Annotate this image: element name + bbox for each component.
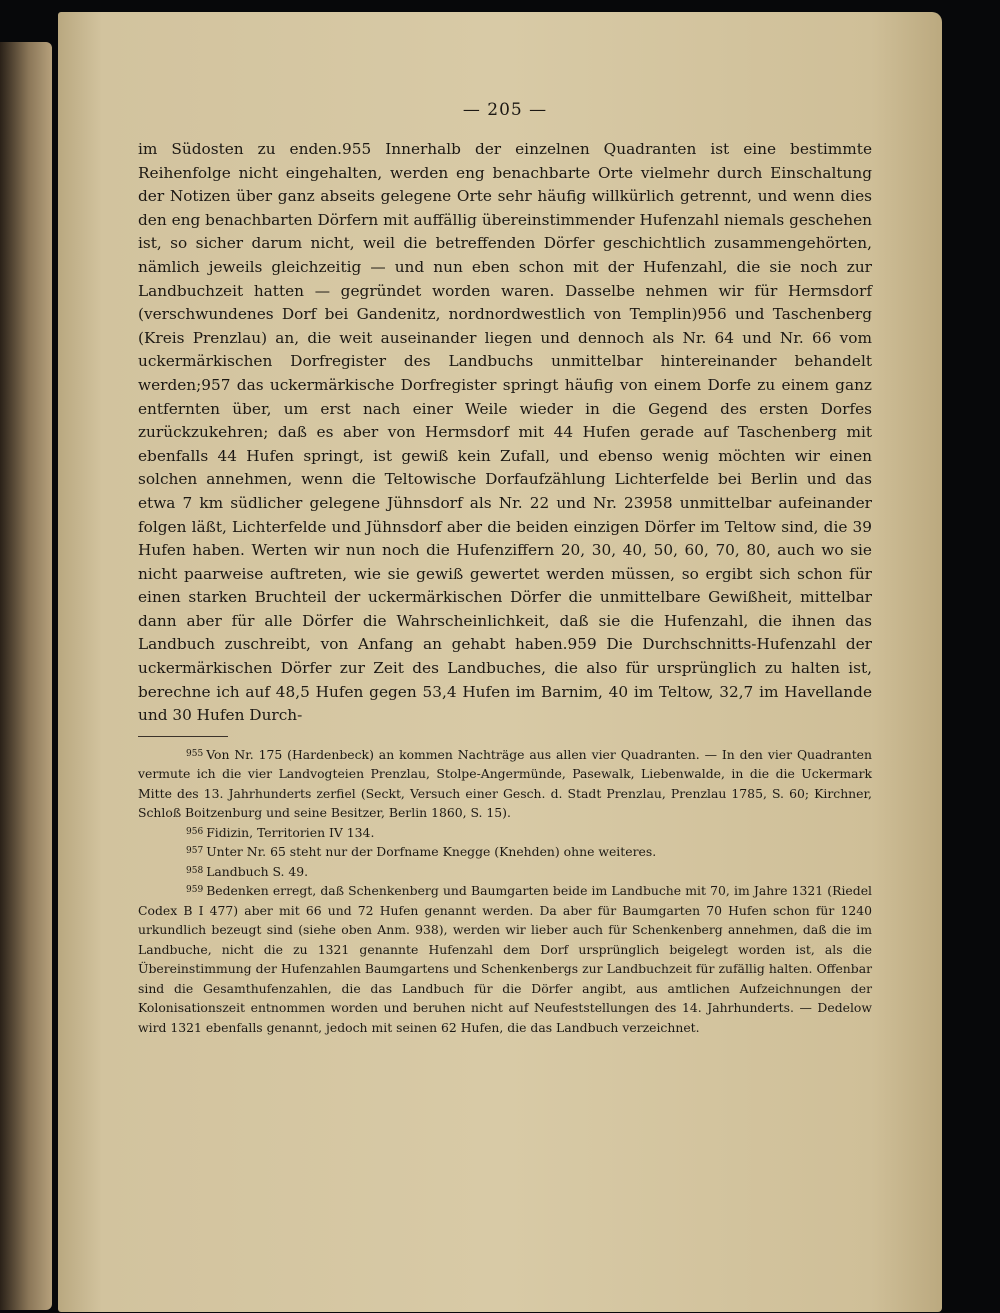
footnote-text: Bedenken erregt, daß Schenkenberg und Baumgarten beide im Landbuche mit 70, im Jahre 1321 (Riedel Codex B I 477) aber mit 66 und 72 Hufen genannt werden. Da aber für Baumgarten 70 Hufen schon für 1240 urkundlich bezeugt sind (siehe oben Anm. 938), werden wir lieber auch für Schenkenberg annehmen, daß die im Landbuche, nicht die zu 1321 genannte Hufenzahl dem Dorf ursprünglich beigelegt worden ist, als die Übereinstimmung der Hufenzahlen Baumgartens und Schenkenbergs zur Landbuchzeit für zufällig halten. Offenbar sind die Gesamthufenzahlen, die das Landbuch für die Dörfer angibt, aus amtlichen Aufzeichnungen der Kolonisationszeit entnommen worden und beruhen nicht auf Neufeststellungen des 14. Jahrhunderts. — Dedelow wird 1321 ebenfalls genannt, jedoch mit seinen 62 Hufen, die das Landbuch verzeichnet.: [138, 883, 872, 1035]
footnote-number: 958: [186, 865, 204, 876]
footnotes: [138, 745, 872, 1038]
footnote-number: 959: [186, 885, 204, 896]
footnote-number: 955: [186, 748, 204, 759]
footnote-text: Fidizin, Territorien IV 134.: [206, 824, 375, 840]
footnote-separator: [138, 736, 228, 737]
main-paragraph: im Südosten zu enden.955 Innerhalb der einzelnen Quadranten ist eine bestimmte Reihenfolge nicht eingehalten, werden eng benachbarte Orte vielmehr durch Einschaltung der Notizen über ganz abseits gelegene Orte sehr häufig willkürlich getrennt, und wenn dies den eng benachbarten Dörfern mit auffällig übereinstimmender Hufenzahl niemals geschehen ist, so sicher darum nicht, weil die betreffenden Dörfer geschichtlich zusammengehörten, nämlich jeweils gleichzeitig — und nun eben schon mit der Hufenzahl, die sie noch zur Landbuchzeit hatten — gegründet worden waren. Dasselbe nehmen wir für Hermsdorf (verschwundenes Dorf bei Gandenitz, nordnordwestlich von Templin)956 und Taschenberg (Kreis Prenzlau) an, die weit auseinander liegen und dennoch als Nr. 64 und Nr. 66 vom uckermärkischen Dorfregister des Landbuchs unmittelbar hintereinander behandelt werden;957 das uckermärkische Dorfregister springt häufig von einem Dorfe zu einem ganz entfernten über, um erst nach einer Weile wieder in die Gegend des ersten Dorfes zurückzukehren; daß es aber von Hermsdorf mit 44 Hufen gerade auf Taschenberg mit ebenfalls 44 Hufen springt, ist gewiß kein Zufall, und ebenso wenig möchten wir einen solchen annehmen, wenn die Teltowische Dorfaufzählung Lichterfelde bei Berlin und das etwa 7 km südlicher gelegene Jühnsdorf als Nr. 22 und Nr. 23958 unmittelbar aufeinander folgen läßt, Lichterfelde und Jühnsdorf aber die beiden einzigen Dörfer im Teltow sind, die 39 Hufen haben. Werten wir nun noch die Hufenziffern 20, 30, 40, 50, 60, 70, 80, auch wo sie nicht paarweise auftreten, wie sie gewiß gewertet werden müssen, so ergibt sich schon für einen starken Bruchteil der uckermärkischen Dörfer die unmittelbare Gewißheit, mittelbar dann aber für alle Dörfer die Wahrscheinlichkeit, daß sie die Hufenzahl, die ihnen das Landbuch zuschreibt, von Anfang an gehabt haben.959 Die Durchschnitts-Hufenzahl der uckermärkischen Dörfer zur Zeit des Landbuches, die also für ursprünglich zu halten ist, berechne ich auf 48,5 Hufen gegen 53,4 Hufen im Barnim, 40 im Teltow, 32,7 im Havellande und 30 Hufen Durch-: [138, 140, 872, 725]
footnote-957: [138, 842, 872, 862]
footnote-955: [138, 745, 872, 823]
footnote-956: [138, 823, 872, 843]
book-page: [58, 12, 942, 1312]
footnote-number: 956: [186, 826, 204, 837]
footnote-959: [138, 881, 872, 1037]
footnote-text: Unter Nr. 65 steht nur der Dorfname Knegge (Knehden) ohne weiteres.: [206, 844, 657, 860]
page-content: [138, 100, 872, 1037]
footnote-text: Von Nr. 175 (Hardenbeck) an kommen Nachträge aus allen vier Quadranten. — In den vier Quadranten vermute ich die vier Landvogteien Prenzlau, Stolpe-Angermünde, Pasewalk, Liebenwalde, in die die Uckermark Mitte des 13. Jahrhunderts zerfiel (Seckt, Versuch einer Gesch. d. Stadt Prenzlau, Prenzlau 1785, S. 60; Kirchner, Schloß Boitzenburg und seine Besitzer, Berlin 1860, S. 15).: [138, 746, 872, 821]
adjacent-page-edge: [0, 42, 52, 1310]
page-number: — 205 —: [462, 100, 548, 120]
footnote-text: Landbuch S. 49.: [206, 863, 309, 879]
main-text: [138, 138, 872, 728]
footnote-number: 957: [186, 846, 204, 857]
footnote-958: [138, 862, 872, 882]
